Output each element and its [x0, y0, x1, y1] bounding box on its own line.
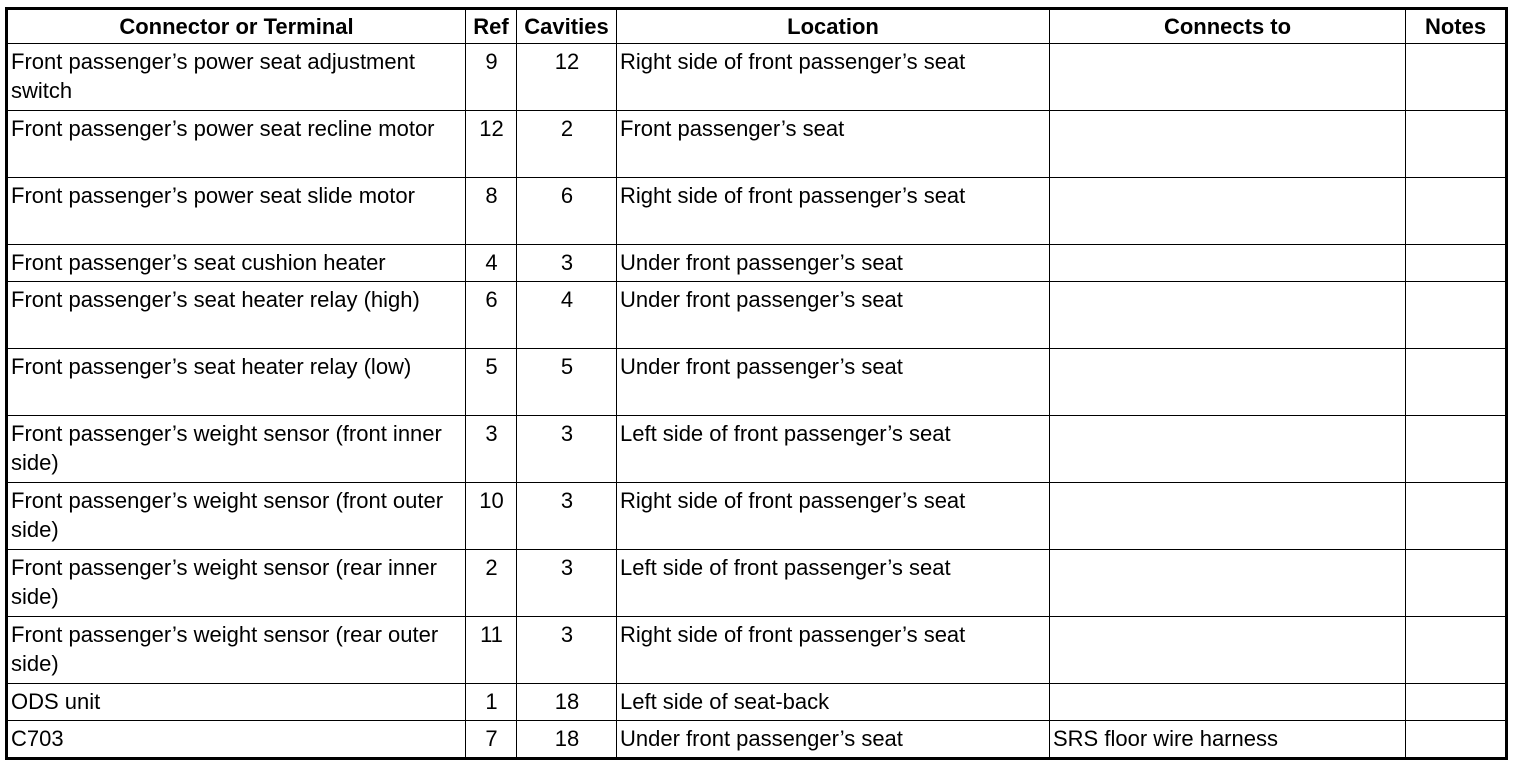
cell-notes	[1406, 111, 1507, 178]
cell-location: Right side of front passenger’s seat	[617, 44, 1050, 111]
cell-notes	[1406, 44, 1507, 111]
connector-table-container	[5, 7, 1508, 760]
cell-connector: Front passenger’s power seat slide motor	[7, 178, 466, 245]
cell-location: Right side of front passenger’s seat	[617, 178, 1050, 245]
cell-ref: 4	[466, 245, 517, 282]
table-row	[7, 483, 1507, 550]
table-row	[7, 721, 1507, 759]
cell-connects-to	[1050, 684, 1406, 721]
cell-connector: C703	[7, 721, 466, 759]
cell-connector: Front passenger’s weight sensor (front outer side)	[7, 483, 466, 550]
cell-ref: 2	[466, 550, 517, 617]
cell-cavities: 12	[517, 44, 617, 111]
cell-connects-to	[1050, 178, 1406, 245]
cell-cavities: 3	[517, 617, 617, 684]
cell-location: Right side of front passenger’s seat	[617, 483, 1050, 550]
cell-cavities: 2	[517, 111, 617, 178]
cell-notes	[1406, 721, 1507, 759]
cell-location: Front passenger’s seat	[617, 111, 1050, 178]
cell-connects-to: SRS floor wire harness	[1050, 721, 1406, 759]
cell-cavities: 4	[517, 282, 617, 349]
cell-ref: 8	[466, 178, 517, 245]
header-connects-to: Connects to	[1050, 9, 1406, 44]
table-row	[7, 44, 1507, 111]
cell-location: Left side of front passenger’s seat	[617, 416, 1050, 483]
cell-location: Right side of front passenger’s seat	[617, 617, 1050, 684]
table-row	[7, 245, 1507, 282]
cell-connector: Front passenger’s weight sensor (rear outer side)	[7, 617, 466, 684]
header-row	[7, 9, 1507, 44]
cell-connector: ODS unit	[7, 684, 466, 721]
table-row	[7, 282, 1507, 349]
cell-connector: Front passenger’s power seat recline motor	[7, 111, 466, 178]
table-row	[7, 178, 1507, 245]
cell-location: Under front passenger’s seat	[617, 282, 1050, 349]
cell-connects-to	[1050, 550, 1406, 617]
cell-cavities: 18	[517, 684, 617, 721]
table-row	[7, 550, 1507, 617]
cell-notes	[1406, 349, 1507, 416]
cell-cavities: 3	[517, 550, 617, 617]
header-ref: Ref	[466, 9, 517, 44]
cell-notes	[1406, 684, 1507, 721]
cell-notes	[1406, 282, 1507, 349]
cell-connects-to	[1050, 349, 1406, 416]
cell-ref: 12	[466, 111, 517, 178]
connector-table	[5, 7, 1508, 760]
cell-notes	[1406, 178, 1507, 245]
cell-connects-to	[1050, 111, 1406, 178]
table-row	[7, 111, 1507, 178]
table-row	[7, 617, 1507, 684]
cell-connects-to	[1050, 282, 1406, 349]
cell-location: Under front passenger’s seat	[617, 721, 1050, 759]
cell-cavities: 3	[517, 416, 617, 483]
cell-ref: 1	[466, 684, 517, 721]
cell-notes	[1406, 245, 1507, 282]
cell-notes	[1406, 483, 1507, 550]
cell-ref: 6	[466, 282, 517, 349]
header-connector: Connector or Terminal	[7, 9, 466, 44]
cell-connector: Front passenger’s power seat adjustment switch	[7, 44, 466, 111]
cell-ref: 7	[466, 721, 517, 759]
table-row	[7, 684, 1507, 721]
cell-connector: Front passenger’s seat heater relay (low)	[7, 349, 466, 416]
cell-location: Left side of front passenger’s seat	[617, 550, 1050, 617]
table-row	[7, 416, 1507, 483]
cell-connector: Front passenger’s weight sensor (rear inner side)	[7, 550, 466, 617]
cell-connects-to	[1050, 483, 1406, 550]
cell-ref: 5	[466, 349, 517, 416]
cell-connects-to	[1050, 245, 1406, 282]
cell-connector: Front passenger’s seat cushion heater	[7, 245, 466, 282]
cell-cavities: 5	[517, 349, 617, 416]
cell-location: Under front passenger’s seat	[617, 349, 1050, 416]
cell-ref: 9	[466, 44, 517, 111]
cell-cavities: 6	[517, 178, 617, 245]
cell-notes	[1406, 416, 1507, 483]
cell-ref: 3	[466, 416, 517, 483]
cell-connects-to	[1050, 617, 1406, 684]
header-notes: Notes	[1406, 9, 1507, 44]
cell-cavities: 18	[517, 721, 617, 759]
cell-connects-to	[1050, 416, 1406, 483]
cell-ref: 11	[466, 617, 517, 684]
cell-cavities: 3	[517, 245, 617, 282]
cell-connector: Front passenger’s weight sensor (front inner side)	[7, 416, 466, 483]
cell-connects-to	[1050, 44, 1406, 111]
cell-notes	[1406, 617, 1507, 684]
cell-notes	[1406, 550, 1507, 617]
cell-ref: 10	[466, 483, 517, 550]
cell-location: Left side of seat-back	[617, 684, 1050, 721]
cell-cavities: 3	[517, 483, 617, 550]
table-row	[7, 349, 1507, 416]
header-location: Location	[617, 9, 1050, 44]
cell-connector: Front passenger’s seat heater relay (high)	[7, 282, 466, 349]
header-cavities: Cavities	[517, 9, 617, 44]
cell-location: Under front passenger’s seat	[617, 245, 1050, 282]
